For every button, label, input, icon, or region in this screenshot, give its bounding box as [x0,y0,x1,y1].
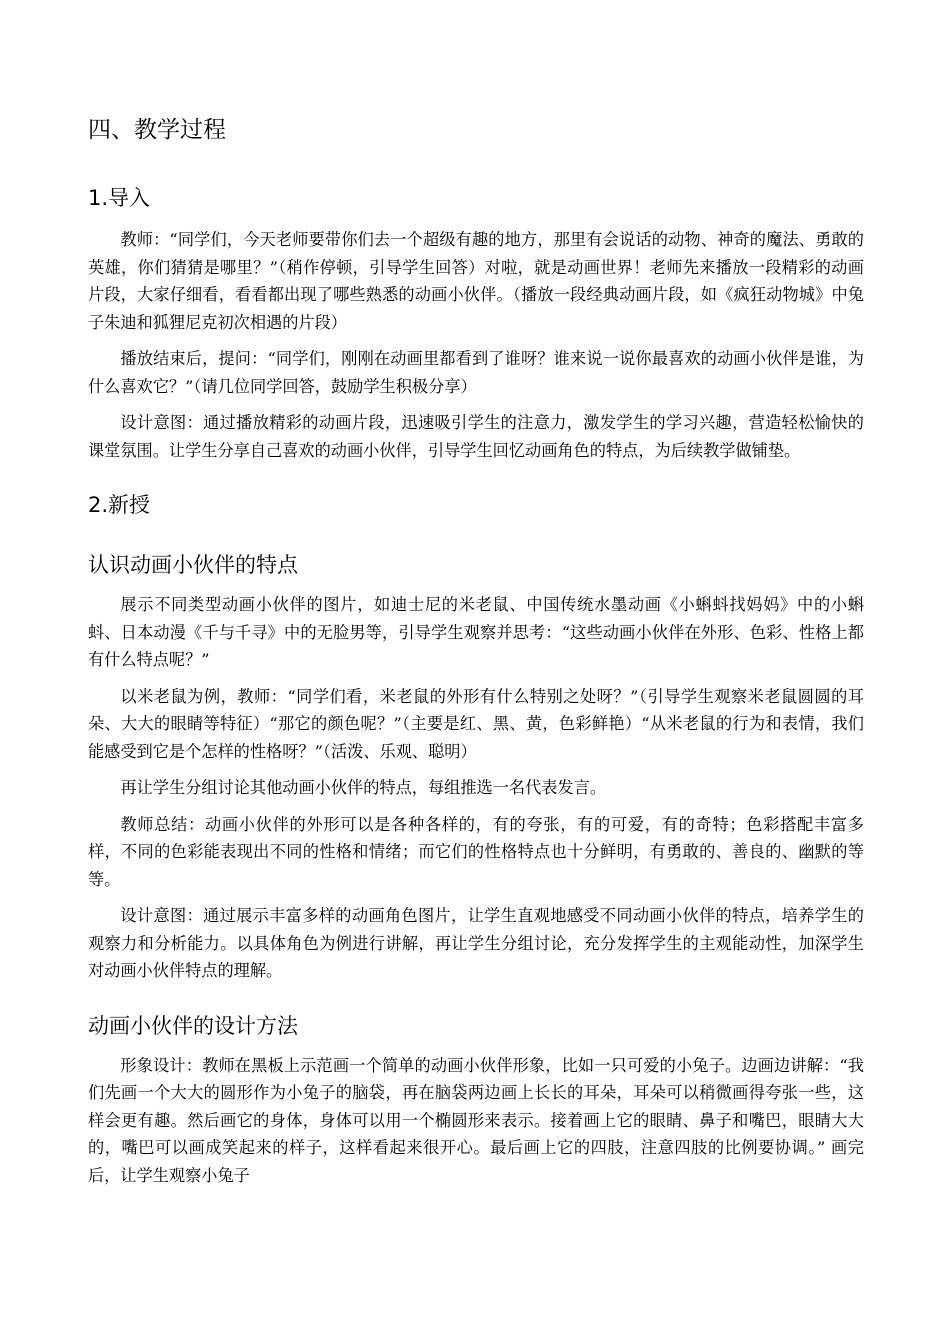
spacer [88,533,864,549]
spacer [88,994,864,1010]
heading-introduction: 1.导入 [88,186,151,210]
paragraph: 设计意图：通过播放精彩的动画片段，迅速吸引学生的注意力，激发学生的学习兴趣，营造轻松愉快的课堂氛围。让学生分享自己喜欢的动画小伙伴，引导学生回忆动画角色的特点，为后续教学做铺垫。 [88,413,864,460]
section-title: 四、教学过程 [88,117,226,143]
heading-design-methods: 动画小伙伴的设计方法 [88,1013,298,1038]
paragraph: 教师：“同学们，今天老师要带你们去一个超级有趣的地方，那里有会说话的动物、神奇的魔法、勇敢的英雄，你们猜猜是哪里？”（稍作停顿，引导学生回答）对啦，就是动画世界！老师先来播放一段精彩的动画片段，大家仔细看，看看都出现了哪些熟悉的动画小伙伴。（播放一段经典动画片段，如《疯狂动物城》中兔子朱迪和狐狸尼克初次相遇的片段） [88,230,864,332]
heading-character-features: 认识动画小伙伴的特点 [88,553,298,577]
paragraph: 形象设计：教师在黑板上示范画一个简单的动画小伙伴形象，比如一只可爱的小兔子。边画边讲解：“我们先画一个大大的圆形作为小兔子的脑袋，再在脑袋两边画上长长的耳朵，耳朵可以稍微画得夸张一些，这样会更有趣。然后画它的身体，身体可以用一个椭圆形来表示。接着画上它的眼睛、鼻子和嘴巴，眼睛大大的，嘴巴可以画成笑起来的样子，这样看起来很开心。最后画上它的四肢，注意四肢的比例要协调。” 画完后，让学生观察小兔子 [88,1055,864,1185]
paragraph: 播放结束后，提问：“同学们，刚刚在动画里都看到了谁呀？谁来说一说你最喜欢的动画小伙伴是谁，为什么喜欢它？”（请几位同学回答，鼓励学生积极分享） [88,349,864,396]
paragraph: 展示不同类型动画小伙伴的图片，如迪士尼的米老鼠、中国传统水墨动画《小蝌蚪找妈妈》中的小蝌蚪、日本动漫《千与千寻》中的无脸男等，引导学生观察并思考：“这些动画小伙伴在外形、色彩、性格上都有什么特点呢？” [88,595,864,669]
paragraph: 再让学生分组讨论其他动画小伙伴的特点，每组推选一名代表发言。 [120,778,607,797]
paragraph: 设计意图：通过展示丰富多样的动画角色图片，让学生直观地感受不同动画小伙伴的特点，培养学生的观察力和分析能力。以具体角色为例进行讲解，再让学生分组讨论，充分发挥学生的主观能动性，加深学生对动画小伙伴特点的理解。 [88,906,864,980]
paragraph: 教师总结：动画小伙伴的外形可以是各种各样的，有的夸张，有的可爱，有的奇特；色彩搭配丰富多样，不同的色彩能表现出不同的性格和情绪；而它们的性格特点也十分鲜明，有勇敢的、善良的、幽默的等等。 [88,814,864,889]
heading-new-lesson: 2.新授 [88,493,151,517]
paragraph: 以米老鼠为例，教师：“同学们看，米老鼠的外形有什么特别之处呀？”（引导学生观察米老鼠圆圆的耳朵、大大的眼睛等特征）“那它的颜色呢？”（主要是红、黑、黄，色彩鲜艳）“从米老鼠的行为和表情，我们能感受到它是个怎样的性格呀？”（活泼、乐观、聪明） [88,686,864,761]
spacer [88,473,864,489]
